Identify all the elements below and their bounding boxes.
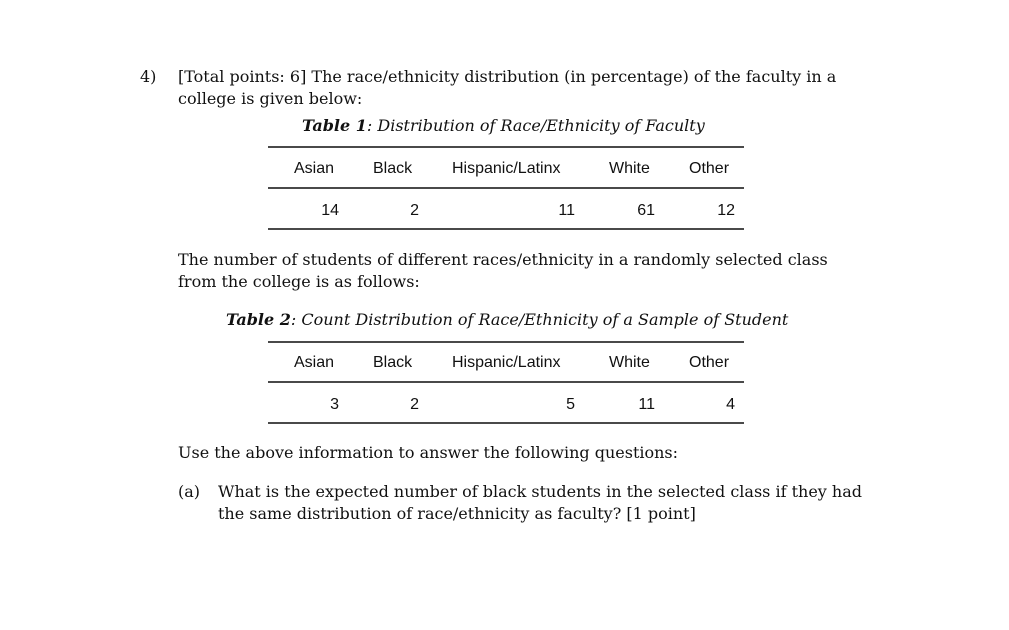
table1-value-white: 61 (637, 202, 655, 219)
table1-header-black: Black (373, 160, 413, 177)
table1-value-other: 12 (717, 202, 735, 219)
table1-value-asian: 14 (321, 202, 339, 219)
table2-top-rule (268, 341, 744, 343)
table1-header-other: Other (689, 160, 730, 177)
table2-value-hispanic: 5 (566, 396, 575, 413)
table1-value-black: 2 (410, 202, 419, 219)
part-a-line2: the same distribution of race/ethnicity as faculty? [1 point] (218, 504, 696, 523)
table2-header-other: Other (689, 354, 730, 371)
table2-header-asian: Asian (294, 354, 335, 371)
table2-value-white: 11 (638, 396, 655, 413)
table1-value-hispanic: 11 (558, 202, 575, 219)
table1-header-hispanic: Hispanic/Latinx (452, 160, 561, 177)
table1-header-row (268, 160, 744, 180)
table1-value-row (268, 202, 744, 222)
table2-header-white: White (609, 354, 650, 371)
table1-top-rule (268, 146, 744, 148)
part-a-line1: What is the expected number of black students in the selected class if they had (218, 482, 863, 501)
table2-value-other: 4 (726, 396, 735, 413)
table2-header-hispanic: Hispanic/Latinx (452, 354, 561, 371)
instruction-text: Use the above information to answer the following questions: (178, 443, 679, 462)
paragraph2-line1: The number of students of different races/ethnicity in a randomly selected class (178, 250, 828, 269)
question-text-line1: [Total points: 6] The race/ethnicity distribution (in percentage) of the faculty in a (178, 67, 837, 86)
table1-header-asian: Asian (294, 160, 335, 177)
table1-mid-rule (268, 187, 744, 189)
table2-value-asian: 3 (330, 396, 339, 413)
table1-caption-text: : Distribution of Race/Ethnicity of Faculty (366, 116, 705, 135)
question-number: 4) (140, 67, 157, 86)
part-a-label: (a) (178, 482, 201, 501)
table2-value-black: 2 (410, 396, 419, 413)
table1-caption-label: Table 1 (302, 116, 367, 135)
table2-header-row (268, 354, 744, 374)
table2-header-black: Black (373, 354, 413, 371)
table1-caption (302, 116, 705, 135)
table2-mid-rule (268, 381, 744, 383)
table1-header-white: White (609, 160, 650, 177)
table2-value-row (268, 396, 744, 416)
table2-bottom-rule (268, 422, 744, 424)
table2-caption-text: : Count Distribution of Race/Ethnicity of a Sample of Student (290, 310, 789, 329)
paragraph2-line2: from the college is as follows: (178, 272, 420, 291)
table1-bottom-rule (268, 228, 744, 230)
table2-caption-label: Table 2 (226, 310, 291, 329)
table2-caption (226, 310, 788, 329)
question-text-line2: college is given below: (178, 89, 363, 108)
